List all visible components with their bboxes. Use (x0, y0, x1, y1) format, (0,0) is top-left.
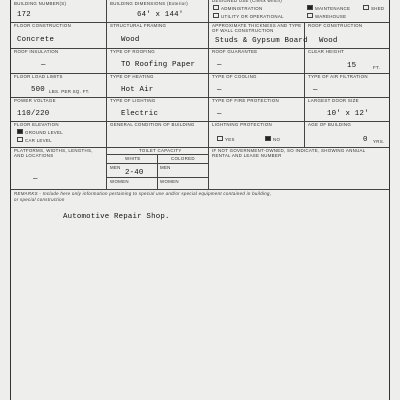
administration-checkbox[interactable] (213, 5, 219, 10)
lightning-protection-cell (209, 121, 305, 147)
clear-height-value: 15 (347, 62, 357, 70)
fire-protection-cell (209, 97, 305, 121)
largest-door-value: 10' x 12' (327, 110, 369, 118)
structural-framing-cell (107, 22, 209, 48)
largest-door-cell (305, 97, 389, 121)
general-condition-label: GENERAL CONDITION OF BUILDING (110, 122, 195, 127)
air-filtration-label: TYPE OF AIR FILTRATION (308, 74, 368, 79)
building-dimensions-label: BUILDING DIMENSIONS (Exterior) (110, 1, 189, 6)
wall-construction-value: Studs & Gypsum Board (215, 37, 308, 45)
designed-use-label: DESIGNED USE (Check which) (212, 0, 283, 3)
floor-load-cell (11, 73, 107, 97)
general-condition-cell (107, 121, 209, 147)
cooling-value: — (217, 86, 222, 94)
administration-label: ADMINISTRATION (221, 6, 263, 11)
remarks-section (11, 189, 389, 400)
platforms-cell (11, 147, 107, 189)
clear-height-unit: FT. (373, 65, 380, 70)
building-age-unit: YRS. (373, 139, 385, 144)
clear-height-label: CLEAR HEIGHT (308, 49, 345, 54)
toilet-women-divider (107, 177, 209, 178)
air-filtration-cell (305, 73, 389, 97)
building-dimensions-cell (107, 0, 209, 22)
building-age-cell (305, 121, 389, 147)
structural-framing-label: STRUCTURAL FRAMING (110, 23, 167, 28)
toilet-header-divider (107, 154, 209, 155)
floor-construction-cell (11, 22, 107, 48)
toilet-capacity-label: TOILET CAPACITY (139, 148, 182, 153)
wall-construction-label-2: OF WALL CONSTRUCTION (212, 28, 274, 33)
roof-insulation-value: — (41, 61, 46, 69)
utility-label: UTILITY OR OPERATIONAL (221, 14, 284, 19)
floor-load-label: FLOOR LOAD LIMITS (14, 74, 63, 79)
platforms-label-2: AND LOCATIONS (14, 153, 54, 158)
ownership-cell (209, 147, 389, 189)
row-roofing (11, 48, 389, 74)
colored-column-label: COLORED (171, 156, 195, 161)
warehouse-checkbox[interactable] (307, 13, 313, 18)
roofing-type-label: TYPE OF ROOFING (110, 49, 155, 54)
building-numbers-label: BUILDING NUMBER(S) (14, 1, 67, 6)
toilet-column-divider (107, 163, 209, 164)
cooling-label: TYPE OF COOLING (212, 74, 257, 79)
roof-insulation-label: ROOF INSULATION (14, 49, 59, 54)
floor-construction-value: Concrete (17, 36, 55, 44)
floor-load-value: 500 (31, 86, 45, 94)
white-column-label: WHITE (125, 156, 141, 161)
shed-label: SHED (371, 6, 385, 11)
power-voltage-cell (11, 97, 107, 121)
utility-checkbox[interactable] (213, 13, 219, 18)
building-age-label: AGE OF BUILDING (308, 122, 352, 127)
heating-label: TYPE OF HEATING (110, 74, 154, 79)
row-building-info (11, 0, 389, 23)
maintenance-checkbox[interactable] (307, 5, 313, 10)
wall-construction-cell (209, 22, 308, 48)
colored-women-label: WOMEN (160, 179, 179, 184)
power-voltage-label: POWER VOLTAGE (14, 98, 56, 103)
heating-value: Hot Air (121, 86, 154, 94)
building-record-form (10, 0, 390, 400)
lightning-yes-label: YES (225, 137, 235, 142)
roof-guarantee-label: ROOF GUARANTEE (212, 49, 258, 54)
lightning-no-label: NO (273, 137, 281, 142)
building-dimensions-value: 64' x 144' (137, 11, 184, 19)
white-men-value: 2-40 (125, 169, 144, 177)
fire-protection-value: — (217, 110, 222, 118)
remarks-label-1: REMARKS - Include here only information pertaining to special use and/or special equipment contained in building, (14, 191, 272, 196)
roof-insulation-cell (11, 48, 107, 73)
designed-use-cell (209, 0, 389, 22)
platforms-value: — (33, 175, 38, 183)
maintenance-label: MAINTENANCE (315, 6, 351, 11)
platforms-label-1: PLATFORMS, WIDTHS, LENGTHS, (14, 148, 93, 153)
row-elevation-condition (11, 121, 389, 148)
ground-level-label: GROUND LEVEL (25, 130, 64, 135)
lighting-value: Electric (121, 110, 159, 118)
toilet-center-divider (157, 154, 158, 189)
ground-level-checkbox[interactable] (17, 129, 23, 134)
clear-height-cell (305, 48, 389, 73)
heating-cell (107, 73, 209, 97)
roof-construction-value: Wood (319, 37, 338, 45)
lightning-protection-label: LIGHTNING PROTECTION (212, 122, 272, 127)
roofing-type-cell (107, 48, 209, 73)
floor-construction-label: FLOOR CONSTRUCTION (14, 23, 72, 28)
roof-construction-cell (305, 22, 389, 48)
colored-men-label: MEN (160, 165, 171, 170)
car-level-label: CAR LEVEL (25, 138, 52, 143)
floor-load-unit: LBS. PER SQ. FT. (49, 89, 90, 94)
warehouse-label: WAREHOUSE (315, 14, 347, 19)
lighting-label: TYPE OF LIGHTING (110, 98, 156, 103)
ownership-label-1: IF NOT GOVERNMENT-OWNED, SO INDICATE, SHOWING ANNUAL (212, 148, 366, 153)
shed-checkbox[interactable] (363, 5, 369, 10)
row-platforms-toilets (11, 147, 389, 190)
fire-protection-label: TYPE OF FIRE PROTECTION (212, 98, 279, 103)
lightning-yes-checkbox[interactable] (217, 136, 223, 141)
remarks-label-2: or special construction (14, 197, 65, 202)
lighting-cell (107, 97, 209, 121)
white-men-label: MEN (110, 165, 121, 170)
roofing-type-value: TO Roofing Paper (121, 61, 196, 69)
car-level-checkbox[interactable] (17, 137, 23, 142)
roof-guarantee-cell (209, 48, 305, 73)
air-filtration-value: — (313, 86, 318, 94)
row-construction (11, 22, 389, 49)
structural-framing-value: Wood (121, 36, 140, 44)
white-women-label: WOMEN (110, 179, 129, 184)
building-numbers-value: 172 (17, 11, 31, 19)
roof-guarantee-value: — (217, 61, 222, 69)
remarks-text: Automotive Repair Shop. (63, 213, 170, 221)
building-age-value: 0 (363, 136, 368, 144)
row-load-heating (11, 73, 389, 98)
lightning-no-checkbox[interactable] (265, 136, 271, 141)
ownership-label-2: RENTAL AND LEASE NUMBER (212, 153, 282, 158)
floor-elevation-label: FLOOR ELEVATION (14, 122, 59, 127)
toilet-capacity-cell (107, 147, 209, 189)
wall-construction-label-1: APPROXIMATE THICKNESS AND TYPE (212, 23, 302, 28)
row-power-lighting (11, 97, 389, 122)
largest-door-label: LARGEST DOOR SIZE (308, 98, 359, 103)
building-numbers-cell (11, 0, 107, 22)
roof-construction-label: ROOF CONSTRUCTION (308, 23, 363, 28)
floor-elevation-cell (11, 121, 107, 147)
power-voltage-value: 110/220 (17, 110, 50, 118)
cooling-cell (209, 73, 305, 97)
